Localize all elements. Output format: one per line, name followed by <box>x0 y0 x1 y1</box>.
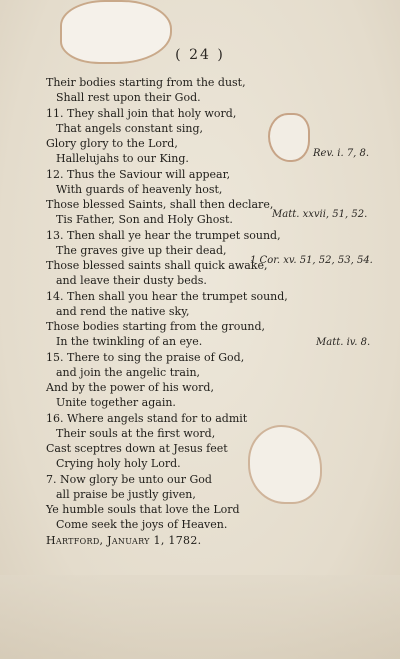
verse-line: Those bodies starting from the ground, <box>46 320 266 333</box>
verse-line: Crying holy holy Lord. <box>56 457 181 471</box>
hymn-text <box>46 75 386 548</box>
verse-line: Hallelujahs to our King. <box>56 152 189 166</box>
verse-line: Those blessed Saints, shall then declare, <box>46 198 274 211</box>
verse-line: and leave their dusty beds. <box>56 274 207 288</box>
verse-line: Their souls at the first word, <box>56 426 216 440</box>
verse-line: 16. Where angels stand for to admit <box>46 411 248 425</box>
verse-line: 15. There to sing the praise of God, <box>46 350 245 364</box>
verse-line: With guards of heavenly host, <box>56 182 223 196</box>
verse-line: Glory glory to the Lord, <box>46 137 178 150</box>
verse-line: and join the angelic train, <box>56 365 201 379</box>
verse-line: Tis Father, Son and Holy Ghost. <box>56 213 233 227</box>
page-number: ( 24 ) <box>175 47 225 63</box>
scripture-reference: Matt. iv. 8. <box>316 337 371 348</box>
verse-line: And by the power of his word, <box>46 381 214 394</box>
verse-line: Cast sceptres down at Jesus feet <box>46 442 228 455</box>
verse-line: all praise be justly given, <box>56 487 196 501</box>
verse-line: 14. Then shall you hear the trumpet sound, <box>46 289 288 303</box>
scripture-reference: Rev. i. 7, 8. <box>313 148 370 159</box>
scripture-reference: Matt. xxvii, 51, 52. <box>272 209 368 220</box>
verse-line: The graves give up their dead, <box>56 243 227 257</box>
verse-line: Their bodies starting from the dust, <box>46 76 246 89</box>
verse-line: Shall rest upon their God. <box>56 91 201 105</box>
place-date-line: Hartford, January 1, 1782. <box>46 533 202 547</box>
verse-line: 11. They shall join that holy word, <box>46 106 237 120</box>
verse-line: and rend the native sky, <box>56 304 190 318</box>
verse-line: 7. Now glory be unto our God <box>46 472 212 486</box>
scripture-reference: 1 Cor. xv. 51, 52, 53, 54. <box>250 255 373 266</box>
verse-line: 12. Thus the Saviour will appear, <box>46 167 231 181</box>
verse-line: Those blessed saints shall quick awake, <box>46 259 268 272</box>
verse-line: Come seek the joys of Heaven. <box>56 518 228 532</box>
verse-line: Ye humble souls that love the Lord <box>46 503 240 516</box>
verse-line: Unite together again. <box>56 396 176 410</box>
verse-line: In the twinkling of an eye. <box>56 335 203 349</box>
page-discoloration <box>0 575 400 659</box>
verse-line: 13. Then shall ye hear the trumpet sound, <box>46 228 281 242</box>
verse-line: That angels constant sing, <box>56 121 204 135</box>
